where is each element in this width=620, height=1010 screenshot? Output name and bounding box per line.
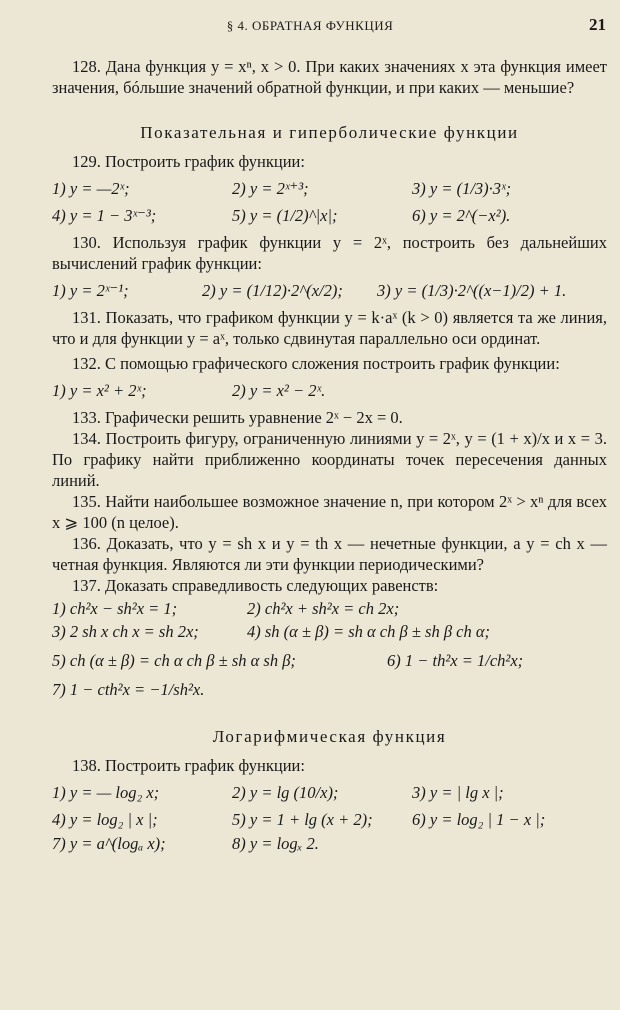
problem-129-item-4: 4) y = 1 − 3ˣ⁻³; xyxy=(52,206,157,225)
problem-129-row-2 xyxy=(52,205,607,226)
problem-138-item-3: 3) y = | lg x |; xyxy=(412,783,504,802)
problem-132-intro: 132. С помощью графического сложения построить график функции: xyxy=(72,354,560,373)
problem-138-intro: 138. Построить график функции: xyxy=(72,756,305,775)
problem-129-item-1: 1) y = —2ˣ; xyxy=(52,179,130,198)
problem-132-item-2: 2) y = x² − 2ˣ. xyxy=(232,381,326,400)
problem-130-item-3: 3) y = (1/3)·2^((x−1)/2) + 1. xyxy=(377,281,567,300)
problem-137-intro: 137. Доказать справедливость следующих равенств: xyxy=(72,576,439,595)
problem-129-row-1 xyxy=(52,178,607,199)
problem-137-item-7: 7) 1 − cth²x = −1/sh²x. xyxy=(52,680,205,699)
problem-138-row-1 xyxy=(52,782,607,803)
problem-137-row-4 xyxy=(52,679,607,700)
problem-138-item-4: 4) y = log₂ | x |; xyxy=(52,810,158,829)
problem-138-item-6: 6) y = log₂ | 1 − x |; xyxy=(412,810,546,829)
problem-129-item-2: 2) y = 2ˣ⁺³; xyxy=(232,179,309,198)
problem-132-row xyxy=(52,380,607,401)
problem-136: 136. Доказать, что y = sh x и y = th x — нечетные функции, а y = ch x — четная функция. Являются ли эти функции периодическими? xyxy=(52,534,607,574)
problem-138-item-1: 1) y = — log₂ x; xyxy=(52,783,160,802)
problem-138-item-5: 5) y = 1 + lg (x + 2); xyxy=(232,810,373,829)
problem-129-item-6: 6) y = 2^(−x²). xyxy=(412,206,511,225)
page-header xyxy=(0,15,620,40)
problem-135: 135. Найти наибольшее возможное значение n, при котором 2ˣ > xⁿ для всех x ⩾ 100 (n целое). xyxy=(52,492,607,532)
problem-138-item-8: 8) y = logₓ 2. xyxy=(232,834,319,853)
problem-138-row-2 xyxy=(52,809,607,830)
problem-129-item-3: 3) y = (1/3)·3ˣ; xyxy=(412,179,512,198)
running-title: § 4. ОБРАТНАЯ ФУНКЦИЯ xyxy=(226,18,394,33)
problem-130-intro: 130. Используя график функции y = 2ˣ, построить без дальнейших вычислений график функции: xyxy=(52,233,607,273)
problem-137-row-3 xyxy=(52,650,607,671)
problem-138-item-7: 7) y = a^(logₐ x); xyxy=(52,834,166,853)
problem-130-item-2: 2) y = (1/12)·2^(x/2); xyxy=(202,281,343,300)
problem-137-item-5: 5) ch (α ± β) = ch α ch β ± sh α sh β; xyxy=(52,651,296,670)
problem-138-item-2: 2) y = lg (10/x); xyxy=(232,783,339,802)
problem-130-item-1: 1) y = 2ˣ⁻¹; xyxy=(52,281,129,300)
problem-132-item-1: 1) y = x² + 2ˣ; xyxy=(52,381,147,400)
problem-129-intro: 129. Построить график функции: xyxy=(72,152,305,171)
problem-128: 128. Дана функция y = xⁿ, x > 0. При каких значениях x эта функция имеет значения, бóльшие значений обратной функции, и при каких — меньшие? xyxy=(52,57,607,97)
problem-137-item-2: 2) ch²x + sh²x = ch 2x; xyxy=(247,599,400,618)
problem-131: 131. Показать, что графиком функции y = k·aˣ (k > 0) является та же линия, что и для функции y = aˣ, только сдвинутая параллельно оси ординат. xyxy=(52,308,607,348)
problem-138-row-3 xyxy=(52,833,607,854)
problem-137-row-2 xyxy=(52,621,607,642)
section-heading-exponential: Показательная и гиперболические функции xyxy=(140,123,519,142)
problem-133: 133. Графически решить уравнение 2ˣ − 2x = 0. xyxy=(72,408,403,427)
page-number: 21 xyxy=(589,15,606,34)
problem-137-item-4: 4) sh (α ± β) = sh α ch β ± sh β ch α; xyxy=(247,622,491,641)
problem-130-row xyxy=(52,280,607,301)
problem-137-item-1: 1) ch²x − sh²x = 1; xyxy=(52,599,178,618)
problem-129-item-5: 5) y = (1/2)^|x|; xyxy=(232,206,338,225)
problem-137-item-6: 6) 1 − th²x = 1/ch²x; xyxy=(387,651,524,670)
problem-134: 134. Построить фигуру, ограниченную линиями y = 2ˣ, y = (1 + x)/x и x = 3. По графику найти приближенно координаты точек пересечения данных линий. xyxy=(52,429,607,490)
page-body xyxy=(52,56,607,857)
problem-137-row-1 xyxy=(52,598,607,619)
problem-137-item-3: 3) 2 sh x ch x = sh 2x; xyxy=(52,622,199,641)
section-heading-logarithmic: Логарифмическая функция xyxy=(212,727,447,746)
